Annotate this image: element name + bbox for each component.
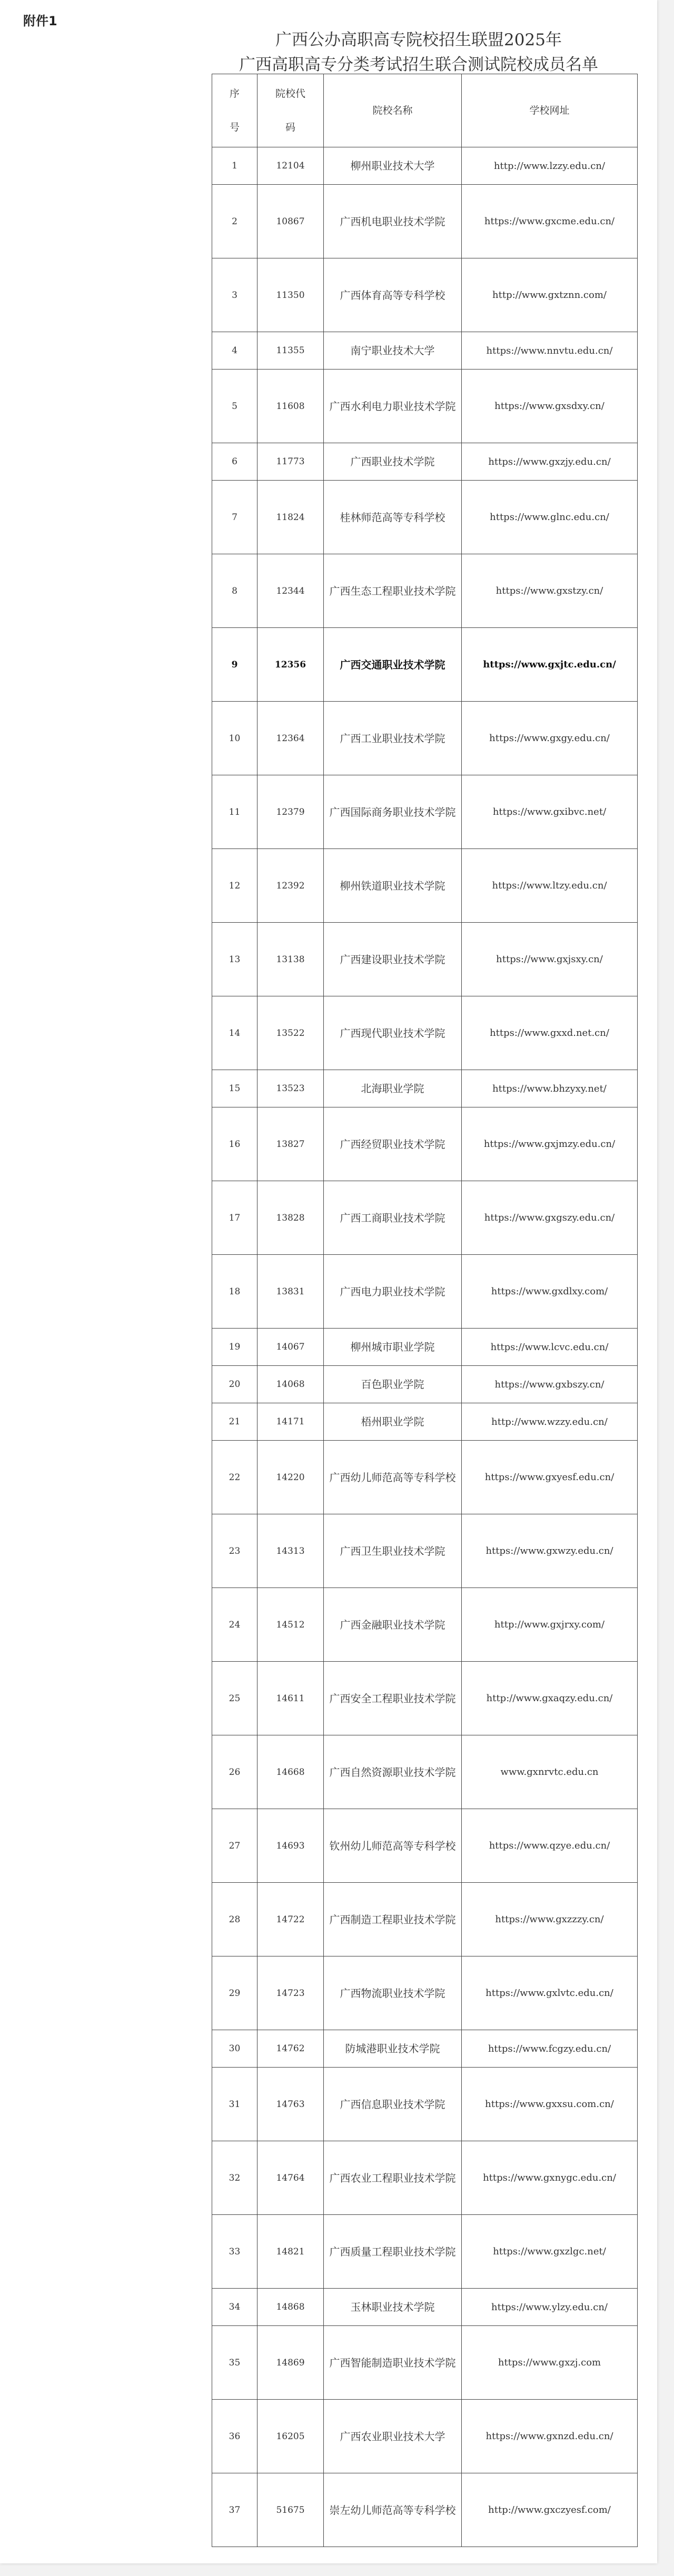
table-row — [212, 996, 638, 1070]
row-school-code: 14313 — [257, 1514, 324, 1588]
row-school-code: 14067 — [257, 1329, 324, 1366]
row-index: 22 — [212, 1441, 257, 1514]
row-school-website-link[interactable]: https://www.gxzzzy.cn/ — [462, 1883, 638, 1956]
row-school-code: 16205 — [257, 2400, 324, 2473]
header-code-line-2: 码 — [285, 122, 295, 133]
row-index: 33 — [212, 2215, 257, 2289]
table-body — [212, 147, 638, 2547]
row-school-name: 梧州职业学院 — [324, 1403, 462, 1441]
row-index: 19 — [212, 1329, 257, 1366]
row-index: 31 — [212, 2068, 257, 2141]
table-row — [212, 1514, 638, 1588]
row-school-name: 广西生态工程职业技术学院 — [324, 554, 462, 628]
row-school-website-link[interactable]: http://www.lzzy.edu.cn/ — [462, 147, 638, 185]
row-index: 10 — [212, 702, 257, 775]
row-school-website-link[interactable]: http://www.gxaqzy.edu.cn/ — [462, 1662, 638, 1735]
row-index: 15 — [212, 1070, 257, 1107]
row-school-website-link[interactable]: www.gxnrvtc.edu.cn — [462, 1735, 638, 1809]
row-school-name: 广西建设职业技术学院 — [324, 923, 462, 996]
table-row — [212, 923, 638, 996]
row-school-name: 百色职业学院 — [324, 1366, 462, 1403]
row-school-code: 13522 — [257, 996, 324, 1070]
row-school-code: 12392 — [257, 849, 324, 923]
header-school-website: 学校网址 — [462, 74, 638, 147]
row-school-name: 广西机电职业技术学院 — [324, 185, 462, 258]
row-school-name: 广西电力职业技术学院 — [324, 1255, 462, 1329]
row-school-code: 10867 — [257, 185, 324, 258]
table-row — [212, 2215, 638, 2289]
row-school-website-link[interactable]: https://www.bhzyxy.net/ — [462, 1070, 638, 1107]
row-school-website-link[interactable]: https://www.gxcme.edu.cn/ — [462, 185, 638, 258]
row-school-code: 13828 — [257, 1181, 324, 1255]
row-school-name: 广西质量工程职业技术学院 — [324, 2215, 462, 2289]
row-index: 16 — [212, 1107, 257, 1181]
row-school-name: 广西经贸职业技术学院 — [324, 1107, 462, 1181]
row-school-code: 11824 — [257, 481, 324, 554]
table-row — [212, 702, 638, 775]
row-school-code: 14723 — [257, 1956, 324, 2030]
row-school-code: 14764 — [257, 2141, 324, 2215]
row-school-name: 广西金融职业技术学院 — [324, 1588, 462, 1662]
row-school-website-link[interactable]: https://www.gxzjy.edu.cn/ — [462, 443, 638, 481]
row-school-code: 14722 — [257, 1883, 324, 1956]
row-school-name: 广西物流职业技术学院 — [324, 1956, 462, 2030]
header-code-line-1: 院校代 — [275, 88, 305, 99]
row-school-website-link[interactable]: http://www.gxczyesf.com/ — [462, 2473, 638, 2547]
table-row — [212, 1070, 638, 1107]
table-row — [212, 1107, 638, 1181]
row-index: 9 — [212, 628, 257, 702]
row-school-name: 广西水利电力职业技术学院 — [324, 370, 462, 443]
row-school-code: 11355 — [257, 332, 324, 370]
row-school-website-link[interactable]: https://www.gxzj.com — [462, 2326, 638, 2400]
row-school-website-link[interactable]: https://www.gxjtc.edu.cn/ — [462, 628, 638, 702]
row-school-website-link[interactable]: https://www.qzye.edu.cn/ — [462, 1809, 638, 1883]
row-school-code: 14668 — [257, 1735, 324, 1809]
table-row — [212, 849, 638, 923]
row-index: 18 — [212, 1255, 257, 1329]
row-school-code: 14693 — [257, 1809, 324, 1883]
row-index: 34 — [212, 2289, 257, 2326]
row-index: 2 — [212, 185, 257, 258]
row-school-name: 广西职业技术学院 — [324, 443, 462, 481]
table-row — [212, 370, 638, 443]
row-school-name: 广西自然资源职业技术学院 — [324, 1735, 462, 1809]
row-school-website-link[interactable]: http://www.gxjrxy.com/ — [462, 1588, 638, 1662]
row-index: 21 — [212, 1403, 257, 1441]
table-row — [212, 2289, 638, 2326]
row-school-website-link[interactable]: https://www.gxxsu.com.cn/ — [462, 2068, 638, 2141]
row-school-code: 12344 — [257, 554, 324, 628]
table-row — [212, 1366, 638, 1403]
table-row — [212, 185, 638, 258]
attachment-label: 附件1 — [23, 14, 57, 28]
row-school-website-link[interactable]: https://www.fcgzy.edu.cn/ — [462, 2030, 638, 2068]
row-index: 1 — [212, 147, 257, 185]
row-school-website-link[interactable]: https://www.gxbszy.cn/ — [462, 1366, 638, 1403]
row-school-code: 14868 — [257, 2289, 324, 2326]
table-row — [212, 775, 638, 849]
row-index: 14 — [212, 996, 257, 1070]
row-school-website-link[interactable]: https://www.gxsdxy.cn/ — [462, 370, 638, 443]
row-school-code: 14869 — [257, 2326, 324, 2400]
row-school-name: 防城港职业技术学院 — [324, 2030, 462, 2068]
row-school-code: 13831 — [257, 1255, 324, 1329]
row-school-website-link[interactable]: https://www.nnvtu.edu.cn/ — [462, 332, 638, 370]
row-school-website-link[interactable]: https://www.gxlvtc.edu.cn/ — [462, 1956, 638, 2030]
row-index: 7 — [212, 481, 257, 554]
row-school-website-link[interactable]: https://www.gxjsxy.cn/ — [462, 923, 638, 996]
row-school-name: 南宁职业技术大学 — [324, 332, 462, 370]
row-school-website-link[interactable]: https://www.gxxd.net.cn/ — [462, 996, 638, 1070]
row-school-name: 柳州职业技术大学 — [324, 147, 462, 185]
table-row — [212, 2141, 638, 2215]
row-school-code: 14220 — [257, 1441, 324, 1514]
row-school-website-link[interactable]: https://www.glnc.edu.cn/ — [462, 481, 638, 554]
row-school-name: 广西国际商务职业技术学院 — [324, 775, 462, 849]
row-school-name: 柳州铁道职业技术学院 — [324, 849, 462, 923]
row-school-website-link[interactable]: https://www.gxgszy.edu.cn/ — [462, 1181, 638, 1255]
row-school-code: 14068 — [257, 1366, 324, 1403]
table-row — [212, 1735, 638, 1809]
row-school-name: 柳州城市职业学院 — [324, 1329, 462, 1366]
row-index: 29 — [212, 1956, 257, 2030]
row-index: 27 — [212, 1809, 257, 1883]
row-school-name: 钦州幼儿师范高等专科学校 — [324, 1809, 462, 1883]
row-school-name: 广西工商职业技术学院 — [324, 1181, 462, 1255]
table-row — [212, 2068, 638, 2141]
table-row — [212, 1255, 638, 1329]
row-school-code: 12356 — [257, 628, 324, 702]
row-school-code: 14763 — [257, 2068, 324, 2141]
document-title-line-2: 广西高职高专分类考试招生联合测试院校成员名单 — [239, 55, 598, 74]
row-index: 28 — [212, 1883, 257, 1956]
table-row — [212, 2400, 638, 2473]
header-index — [212, 74, 257, 147]
table-row — [212, 1329, 638, 1366]
row-school-name: 广西工业职业技术学院 — [324, 702, 462, 775]
row-index: 24 — [212, 1588, 257, 1662]
row-index: 26 — [212, 1735, 257, 1809]
row-school-website-link[interactable]: http://www.wzzy.edu.cn/ — [462, 1403, 638, 1441]
row-school-name: 广西幼儿师范高等专科学校 — [324, 1441, 462, 1514]
row-school-name: 广西信息职业技术学院 — [324, 2068, 462, 2141]
table-row — [212, 1809, 638, 1883]
row-school-code: 11773 — [257, 443, 324, 481]
row-school-website-link[interactable]: https://www.gxyesf.edu.cn/ — [462, 1441, 638, 1514]
row-school-code: 12379 — [257, 775, 324, 849]
row-school-name: 玉林职业技术学院 — [324, 2289, 462, 2326]
table-row — [212, 1956, 638, 2030]
row-school-name: 广西卫生职业技术学院 — [324, 1514, 462, 1588]
row-index: 12 — [212, 849, 257, 923]
header-school-code — [257, 74, 324, 147]
table-row — [212, 1883, 638, 1956]
row-school-code: 13138 — [257, 923, 324, 996]
header-index-line-1: 序 — [229, 88, 240, 99]
row-index: 6 — [212, 443, 257, 481]
row-school-website-link[interactable]: https://www.gxibvc.net/ — [462, 775, 638, 849]
row-school-name: 广西农业职业技术大学 — [324, 2400, 462, 2473]
row-school-website-link[interactable]: https://www.ltzy.edu.cn/ — [462, 849, 638, 923]
row-school-name: 广西制造工程职业技术学院 — [324, 1883, 462, 1956]
row-school-website-link[interactable]: https://www.gxzlgc.net/ — [462, 2215, 638, 2289]
row-school-code: 51675 — [257, 2473, 324, 2547]
table-row — [212, 147, 638, 185]
row-school-code: 14512 — [257, 1588, 324, 1662]
row-school-code: 12104 — [257, 147, 324, 185]
row-school-code: 14171 — [257, 1403, 324, 1441]
row-index: 8 — [212, 554, 257, 628]
row-school-website-link[interactable]: https://www.lcvc.edu.cn/ — [462, 1329, 638, 1366]
row-school-website-link[interactable]: http://www.gxtznn.com/ — [462, 258, 638, 332]
table-row — [212, 2473, 638, 2547]
table-row — [212, 443, 638, 481]
row-school-website-link[interactable]: https://www.gxstzy.cn/ — [462, 554, 638, 628]
row-school-name: 广西体育高等专科学校 — [324, 258, 462, 332]
row-school-website-link[interactable]: https://www.gxdlxy.com/ — [462, 1255, 638, 1329]
row-index: 20 — [212, 1366, 257, 1403]
table-row — [212, 2326, 638, 2400]
row-index: 36 — [212, 2400, 257, 2473]
row-school-name: 桂林师范高等专科学校 — [324, 481, 462, 554]
row-index: 30 — [212, 2030, 257, 2068]
row-index: 32 — [212, 2141, 257, 2215]
row-school-name: 广西安全工程职业技术学院 — [324, 1662, 462, 1735]
table-row — [212, 258, 638, 332]
row-index: 4 — [212, 332, 257, 370]
row-school-code: 11350 — [257, 258, 324, 332]
header-index-line-2: 号 — [229, 122, 240, 133]
row-school-name: 广西现代职业技术学院 — [324, 996, 462, 1070]
row-school-name: 广西农业工程职业技术学院 — [324, 2141, 462, 2215]
table-row — [212, 332, 638, 370]
row-school-website-link[interactable]: https://www.gxnygc.edu.cn/ — [462, 2141, 638, 2215]
table-row — [212, 1662, 638, 1735]
row-school-name: 北海职业学院 — [324, 1070, 462, 1107]
row-index: 23 — [212, 1514, 257, 1588]
row-school-code: 13827 — [257, 1107, 324, 1181]
row-school-name: 广西交通职业技术学院 — [324, 628, 462, 702]
document-title-line-1: 广西公办高职高专院校招生联盟2025年 — [275, 31, 562, 49]
row-school-code: 11608 — [257, 370, 324, 443]
row-school-code: 12364 — [257, 702, 324, 775]
row-index: 37 — [212, 2473, 257, 2547]
row-index: 11 — [212, 775, 257, 849]
row-school-code: 14611 — [257, 1662, 324, 1735]
row-school-name: 崇左幼儿师范高等专科学校 — [324, 2473, 462, 2547]
table-row — [212, 1181, 638, 1255]
header-school-name: 院校名称 — [324, 74, 462, 147]
table-row — [212, 481, 638, 554]
table-row — [212, 1441, 638, 1514]
table-row — [212, 1403, 638, 1441]
member-schools-table — [212, 74, 638, 2547]
row-index: 17 — [212, 1181, 257, 1255]
row-school-name: 广西智能制造职业技术学院 — [324, 2326, 462, 2400]
row-school-website-link[interactable]: https://www.gxwzy.edu.cn/ — [462, 1514, 638, 1588]
table-row — [212, 2030, 638, 2068]
row-school-website-link[interactable]: https://www.ylzy.edu.cn/ — [462, 2289, 638, 2326]
table-row — [212, 628, 638, 702]
row-index: 5 — [212, 370, 257, 443]
row-school-code: 14762 — [257, 2030, 324, 2068]
table-row — [212, 554, 638, 628]
row-school-website-link[interactable]: https://www.gxgy.edu.cn/ — [462, 702, 638, 775]
table-row — [212, 1588, 638, 1662]
row-index: 35 — [212, 2326, 257, 2400]
table-header-row — [212, 74, 638, 147]
row-school-website-link[interactable]: https://www.gxnzd.edu.cn/ — [462, 2400, 638, 2473]
row-index: 3 — [212, 258, 257, 332]
row-school-website-link[interactable]: https://www.gxjmzy.edu.cn/ — [462, 1107, 638, 1181]
row-index: 25 — [212, 1662, 257, 1735]
row-school-code: 13523 — [257, 1070, 324, 1107]
row-index: 13 — [212, 923, 257, 996]
row-school-code: 14821 — [257, 2215, 324, 2289]
